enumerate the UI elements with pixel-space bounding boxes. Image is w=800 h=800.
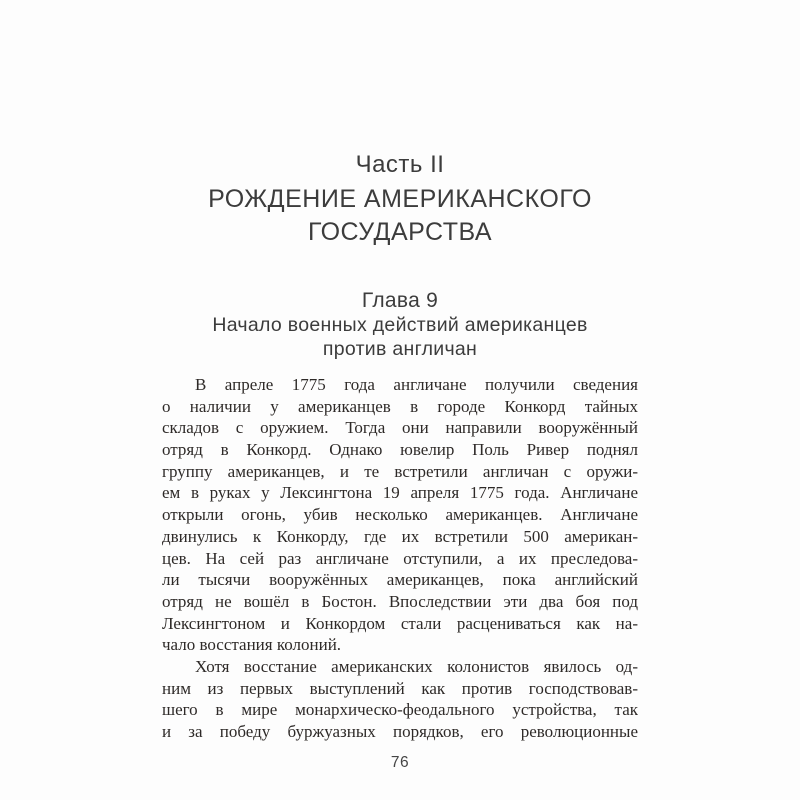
body-line: ем в руках у Лексингтона 19 апреля 1775 года. Англичане [162,483,638,503]
body-line: цев. На сей раз англичане отступили, а их преследова- [162,548,638,568]
body-line: В апреле 1775 года англичане получили сведения [195,375,638,394]
chapter-title-line-2: против англичан [322,338,478,360]
body-line: открыли огонь, убив несколько американцев. Англичане [162,505,638,525]
body-line: шего в мире монархическо-феодального устройства, так [162,700,638,720]
part-title-line-1: РОЖДЕНИЕ АМЕРИКАНСКОГО [208,185,592,213]
chapter-title-line-1: Начало военных действий американцев [212,314,588,336]
chapter-heading [0,289,800,361]
body-line: Хотя восстание американских колонистов явилось од- [195,656,638,676]
body-line: чало восстания колоний. [162,635,342,655]
body-line: отряд в Конкорд. Однако ювелир Поль Ривер поднял [162,440,638,460]
part-title-line-2: ГОСУДАРСТВА [307,218,493,246]
body-paragraph [162,656,638,743]
body-paragraph [162,374,638,656]
body-line: двинулись к Конкорду, где их встретили 500 американ- [162,526,638,546]
body-line: ли тысячи вооружённых американцев, пока английский [162,570,638,590]
body-text [162,374,638,743]
body-line: ним из первых выступлений как против господствовав- [162,678,638,698]
chapter-label: Глава 9 [361,289,439,312]
body-line: отряд не вошёл в Бостон. Впоследствии эти два боя под [162,591,638,611]
body-line: складов с оружием. Тогда они направили вооружённый [162,418,638,438]
body-line: группу американцев, и те встретили англичан с оружи- [162,461,638,481]
part-title [0,183,800,249]
page-number: 76 [390,753,410,771]
body-line: Лексингтоном и Конкордом стали расцениваться как на- [162,613,638,633]
body-line: и за победу буржуазных порядков, его революционные [162,722,638,741]
part-label: Часть II [355,151,445,178]
body-line: о наличии у американцев в городе Конкорд тайных [162,396,638,416]
headings-block [0,0,800,361]
